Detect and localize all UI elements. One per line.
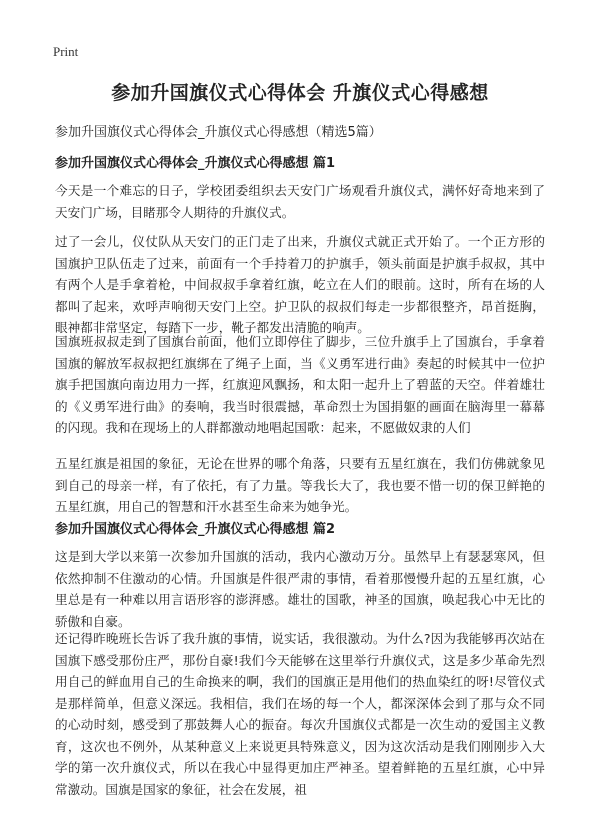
document-subtitle: 参加升国旗仪式心得体会_升旗仪式心得感想（精选5篇）: [55, 125, 382, 140]
section-2-paragraph-2: 还记得昨晚班长告诉了我升旗的事情，说实话，我很激动。为什么?因为我能够再次站在国旗下感受那份庄严，那份自豪!我们今天能够在这里举行升旗仪式，这是多少革命先烈用自己的鲜血用自己的生命换来的啊，我们的国旗正是用他们的热血染红的呀!尽管仪式是那样简单，但意义深远。我相信，我们在场的每一个人，都深深体会到了那与众不同的心动时刻，感受到了那鼓舞人心的振奋。每次升国旗仪式都是一次生动的爱国主义教育，这次也不例外，从某种意义上来说更具特殊意义，因为这次活动是我们刚刚步入大学的第一次升旗仪式，所以在我心中显得更加庄严神圣。望着鲜艳的五星红旗，心中异常激动。国旗是国家的象征，社会在发展，祖: [55, 631, 545, 797]
page-title: 参加升国旗仪式心得体会 升旗仪式心得感想: [111, 82, 489, 104]
section-2-paragraph-1: 这是到大学以来第一次参加升国旗的活动，我内心激动万分。虽然早上有瑟瑟寒风，但依然抑制不住激动的心情。升国旗是件很严肃的事情，看着那慢慢升起的五星红旗，心里总是有一种难以用言语形容的澎湃感。雄壮的国歌，神圣的国旗，唤起我心中无比的骄傲和自豪。: [55, 549, 545, 629]
section-1-paragraph-2: 过了一会儿，仪仗队从天安门的正门走了出来，升旗仪式就正式开始了。一个正方形的国旗护卫队伍走了过来，前面有一个手持着刀的护旗手，领头前面是护旗手叔叔，其中有两个人是手拿着枪，中间叔叔手拿着红旗，屹立在人们的眼前。这时，所有在场的人都叫了起来，欢呼声响彻天安门上空。护卫队的叔叔们每走一步都很整齐，昂首挺胸，眼神都非常坚定，每踏下一步，靴子都发出清脆的响声。: [55, 234, 545, 335]
section-1-paragraph-3: 国旗班叔叔走到了国旗台前面，他们立即停住了脚步，三位升旗手上了国旗台，手拿着国旗的解放军叔叔把红旗绑在了绳子上面，当《义勇军进行曲》奏起的时候其中一位护旗手把国旗向南边用力一挥，红旗迎风飘扬，和太阳一起升上了碧蓝的天空。伴着雄壮的《义勇军进行曲》的奏响，我当时很震撼，革命烈士为国捐躯的画面在脑海里一幕幕的闪现。我和在现场上的人群都激动地唱起国歌：起来，不愿做奴隶的人们: [55, 334, 545, 435]
section-heading-1: 参加升国旗仪式心得体会_升旗仪式心得感想 篇1: [55, 156, 336, 171]
section-1-paragraph-1: 今天是一个难忘的日子，学校团委组织去天安门广场观看升旗仪式，满怀好奇地来到了天安门广场，目睹那令人期待的升旗仪式。: [55, 183, 545, 220]
section-1-paragraph-4: 五星红旗是祖国的象征，无论在世界的哪个角落，只要有五星红旗在，我们仿佛就象见到自己的母亲一样，有了依托，有了力量。等我长大了，我也要不惜一切的保卫鲜艳的五星红旗，用自己的智慧和汗水甚至生命来为她争光。: [55, 456, 545, 514]
print-link[interactable]: Print: [53, 44, 79, 59]
section-heading-2: 参加升国旗仪式心得体会_升旗仪式心得感想 篇2: [55, 522, 336, 537]
